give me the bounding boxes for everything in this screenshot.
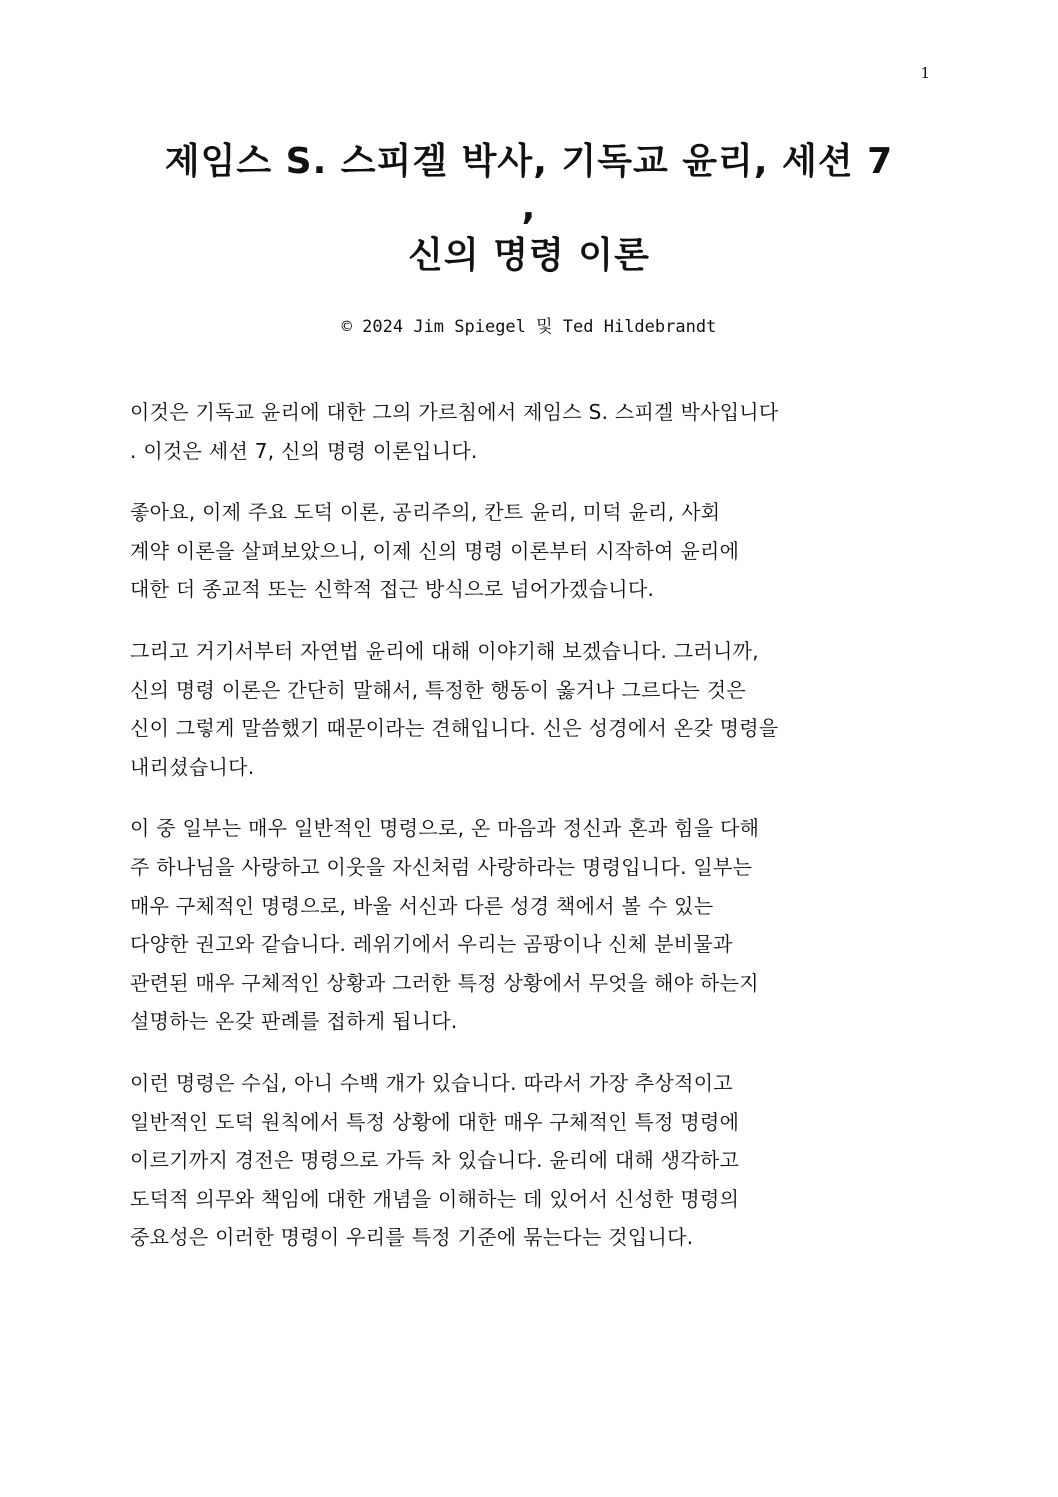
paragraph-2: [130, 493, 930, 609]
title-line-2: ,: [521, 187, 537, 228]
copyright-notice: © 2024 Jim Spiegel 및 Ted Hildebrandt: [341, 317, 717, 337]
body-text: [130, 393, 930, 1280]
text-line: 신이 그렇게 말씀했기 때문이라는 견해입니다. 신은 성경에서 온갖 명령을: [130, 716, 779, 741]
title-line-3: 신의 명령 이론: [408, 235, 650, 276]
text-line: 신의 명령 이론은 간단히 말해서, 특정한 행동이 옳거나 그르다는 것은: [130, 677, 746, 702]
text-line: 중요성은 이러한 명령이 우리를 특정 기준에 묶는다는 것입니다.: [130, 1225, 694, 1250]
text-line: 주 하나님을 사랑하고 이웃을 자신처럼 사랑하라는 명령입니다. 일부는: [130, 854, 753, 879]
text-line: 매우 구체적인 명령으로, 바울 서신과 다른 성경 책에서 볼 수 있는: [130, 893, 714, 918]
paragraph-1: [130, 393, 930, 470]
text-line: . 이것은 세션 7, 신의 명령 이론입니다.: [130, 438, 478, 463]
text-line: 이 중 일부는 매우 일반적인 명령으로, 온 마음과 정신과 혼과 힘을 다해: [130, 816, 760, 841]
text-line: 이르기까지 경전은 명령으로 가득 차 있습니다. 윤리에 대해 생각하고: [130, 1148, 740, 1173]
paragraph-3: [130, 632, 930, 786]
page-number: 1: [920, 64, 930, 82]
text-line: 그리고 거기서부터 자연법 윤리에 대해 이야기해 보겠습니다. 그러니까,: [130, 638, 759, 663]
text-line: 좋아요, 이제 주요 도덕 이론, 공리주의, 칸트 윤리, 미덕 윤리, 사회: [130, 500, 721, 525]
text-line: 이런 명령은 수십, 아니 수백 개가 있습니다. 따라서 가장 추상적이고: [130, 1070, 733, 1095]
text-line: 대한 더 종교적 또는 신학적 접근 방식으로 넘어가겠습니다.: [130, 577, 655, 602]
text-line: 관련된 매우 구체적인 상황과 그러한 특정 상황에서 무엇을 해야 하는지: [130, 970, 759, 995]
paragraph-5: [130, 1064, 930, 1257]
text-line: 이것은 기독교 윤리에 대한 그의 가르침에서 제임스 S. 스피겔 박사입니다: [130, 400, 779, 424]
title-line-1: 제임스 S. 스피겔 박사, 기독교 윤리, 세션 7: [164, 141, 894, 182]
text-line: 설명하는 온갖 판례를 접하게 됩니다.: [130, 1009, 458, 1034]
text-line: 일반적인 도덕 원칙에서 특정 상황에 대한 매우 구체적인 특정 명령에: [130, 1109, 740, 1134]
text-line: 도덕적 의무와 책임에 대한 개념을 이해하는 데 있어서 신성한 명령의: [130, 1186, 740, 1211]
text-line: 계약 이론을 살펴보았으니, 이제 신의 명령 이론부터 시작하여 윤리에: [130, 538, 740, 563]
text-line: 다양한 권고와 같습니다. 레위기에서 우리는 곰팡이나 신체 분비물과: [130, 932, 733, 957]
document-title: [120, 134, 938, 284]
paragraph-4: [130, 809, 930, 1041]
text-line: 내리셨습니다.: [130, 754, 255, 779]
